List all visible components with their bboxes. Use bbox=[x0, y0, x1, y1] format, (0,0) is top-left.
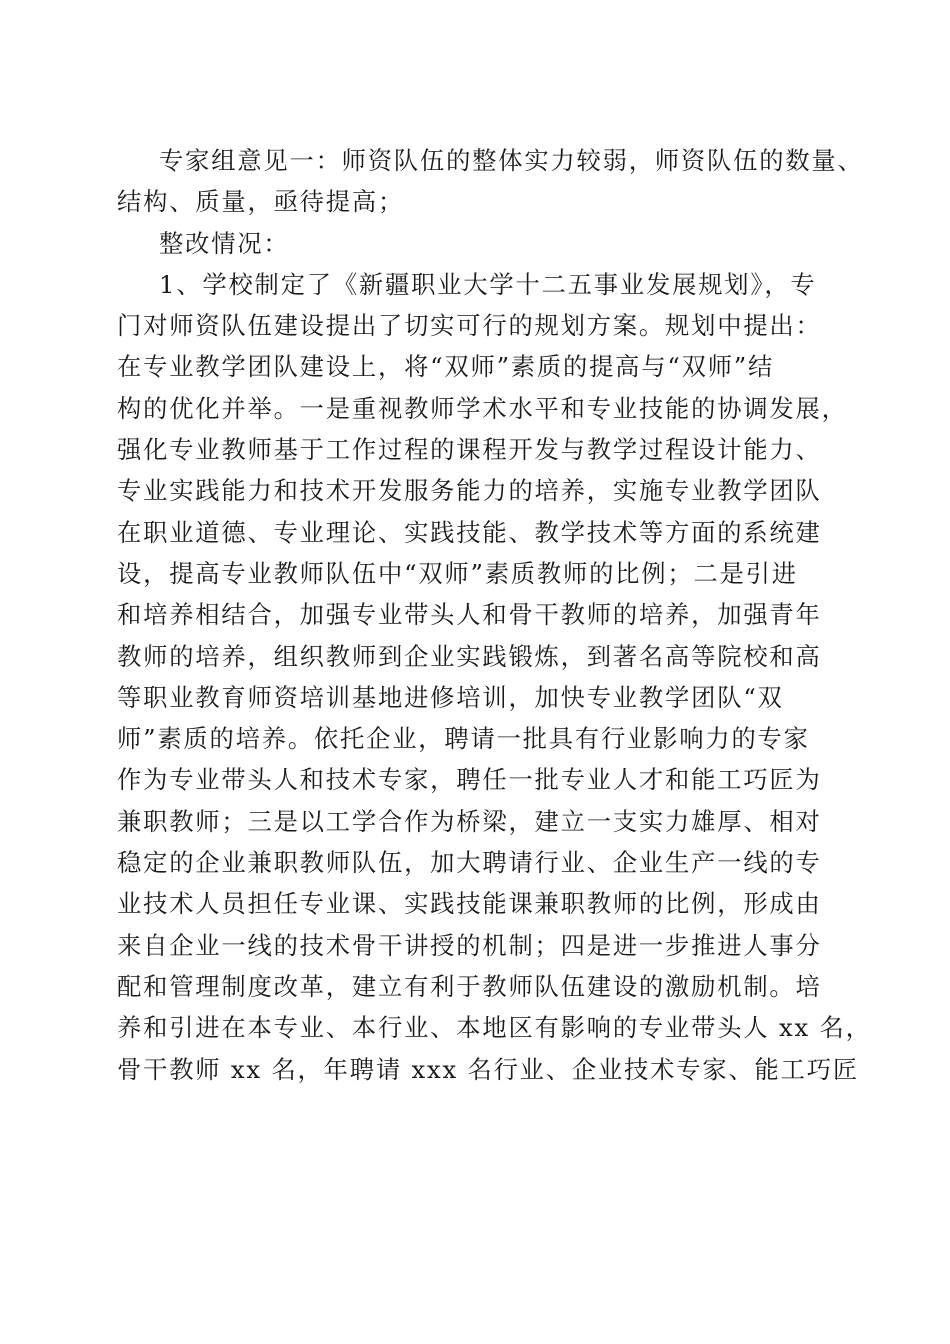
paragraph-item-1-line-8: 设，提高专业教师队伍中“双师”素质教师的比例；二是引进 bbox=[117, 558, 798, 588]
paragraph-item-1-line-10: 教师的培养，组织教师到企业实践锻炼，到著名高等院校和高 bbox=[117, 641, 822, 671]
document-body bbox=[117, 140, 872, 1090]
paragraph-item-1-line-18: 配和管理制度改革，建立有利于教师队伍建设的激励机制。培 bbox=[117, 971, 822, 1001]
paragraph-item-1-line-7: 在职业道德、专业理论、实践技能、教学技术等方面的系统建 bbox=[117, 517, 822, 547]
paragraph-item-1-line-4: 构的优化并举。一是重视教师学术水平和专业技能的协调发展， bbox=[117, 393, 848, 423]
paragraph-item-1-line-20: 骨干教师 xx 名，年聘请 xxx 名行业、企业技术专家、能工巧匠 bbox=[117, 1054, 859, 1084]
section-heading-rectification: 整改情况： bbox=[159, 228, 290, 258]
paragraph-expert-opinion-line-2: 结构、质量，亟待提高； bbox=[117, 187, 405, 217]
paragraph-item-1-line-14: 兼职教师；三是以工学合作为桥梁，建立一支实力雄厚、相对 bbox=[117, 806, 822, 836]
paragraph-item-1-line-2: 门对师资队伍建设提出了切实可行的规划方案。规划中提出： bbox=[117, 311, 822, 341]
paragraph-item-1-line-12: 师”素质的培养。依托企业，聘请一批具有行业影响力的专家 bbox=[117, 724, 810, 754]
paragraph-item-1-line-11: 等职业教育师资培训基地进修培训，加快专业教学团队“双 bbox=[117, 682, 784, 712]
paragraph-item-1-line-13: 作为专业带头人和技术专家，聘任一批专业人才和能工巧匠为 bbox=[117, 765, 822, 795]
paragraph-item-1-line-1: 1、学校制定了《新疆职业大学十二五事业发展规划》，专 bbox=[159, 269, 817, 299]
paragraph-expert-opinion-line-1: 专家组意见一：师资队伍的整体实力较弱，师资队伍的数量、 bbox=[159, 146, 864, 175]
paragraph-item-1-line-16: 业技术人员担任专业课、实践技能课兼职教师的比例，形成由 bbox=[117, 889, 822, 919]
paragraph-item-1-line-6: 专业实践能力和技术开发服务能力的培养，实施专业教学团队 bbox=[117, 476, 822, 506]
paragraph-item-1-line-9: 和培养相结合，加强专业带头人和骨干教师的培养，加强青年 bbox=[117, 600, 822, 630]
paragraph-item-1-line-5: 强化专业教师基于工作过程的课程开发与教学过程设计能力、 bbox=[117, 435, 822, 465]
paragraph-item-1-line-3: 在专业教学团队建设上，将“双师”素质的提高与“双师”结 bbox=[117, 352, 775, 382]
paragraph-item-1-line-17: 来自企业一线的技术骨干讲授的机制；四是进一步推进人事分 bbox=[117, 930, 822, 960]
paragraph-item-1-line-15: 稳定的企业兼职教师队伍，加大聘请行业、企业生产一线的专 bbox=[117, 848, 822, 878]
paragraph-item-1-line-19: 养和引进在本专业、本行业、本地区有影响的专业带头人 xx 名， bbox=[117, 1013, 872, 1043]
